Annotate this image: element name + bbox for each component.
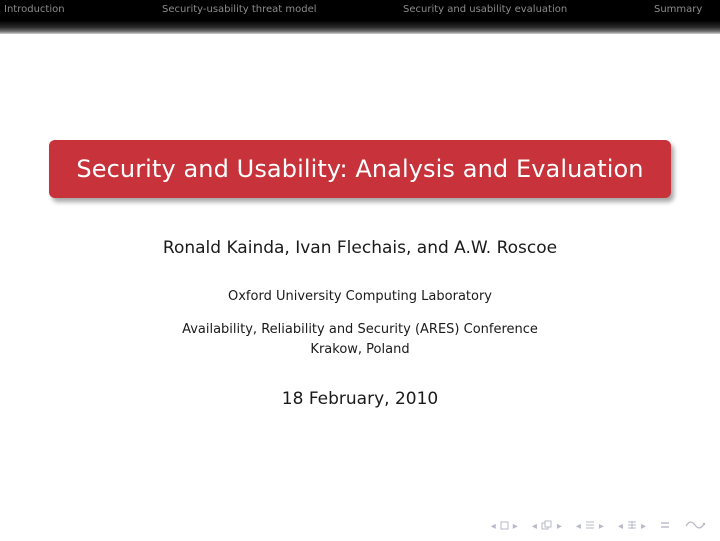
arrow-left-icon[interactable]: ◂ <box>575 521 581 532</box>
frame-icon[interactable] <box>500 521 509 533</box>
slide-title: Security and Usability: Analysis and Evaluation <box>76 155 644 183</box>
arrow-left-icon[interactable]: ◂ <box>490 521 496 532</box>
arrow-right-icon[interactable]: ▸ <box>598 521 604 532</box>
title-box <box>49 140 671 198</box>
institute: Oxford University Computing Laboratory <box>228 289 492 304</box>
presentation-icon[interactable] <box>627 520 637 533</box>
beamer-navigation-controls <box>491 520 706 533</box>
arrow-right-icon[interactable]: ▸ <box>512 521 518 532</box>
nav-section-summary[interactable]: Summary <box>654 4 703 15</box>
equals-icon[interactable] <box>660 520 670 533</box>
conference-name: Availability, Reliability and Security (ARES) Conference <box>182 322 538 337</box>
arrow-right-icon[interactable]: ▸ <box>556 521 562 532</box>
section-icon[interactable] <box>585 520 595 533</box>
search-icon[interactable] <box>684 520 706 533</box>
section-navbar <box>0 0 720 34</box>
nav-section-introduction[interactable]: Introduction <box>4 4 65 15</box>
nav-section-threat-model[interactable]: Security-usability threat model <box>162 4 317 15</box>
arrow-left-icon[interactable]: ◂ <box>531 521 537 532</box>
presentation-date: 18 February, 2010 <box>281 389 439 409</box>
arrow-right-icon[interactable]: ▸ <box>640 521 646 532</box>
authors: Ronald Kainda, Ivan Flechais, and A.W. Roscoe <box>162 238 558 258</box>
arrow-left-icon[interactable]: ◂ <box>617 521 623 532</box>
nav-section-evaluation[interactable]: Security and usability evaluation <box>403 4 568 15</box>
conference-location: Krakow, Poland <box>310 342 410 357</box>
subsection-icon[interactable] <box>541 520 553 533</box>
